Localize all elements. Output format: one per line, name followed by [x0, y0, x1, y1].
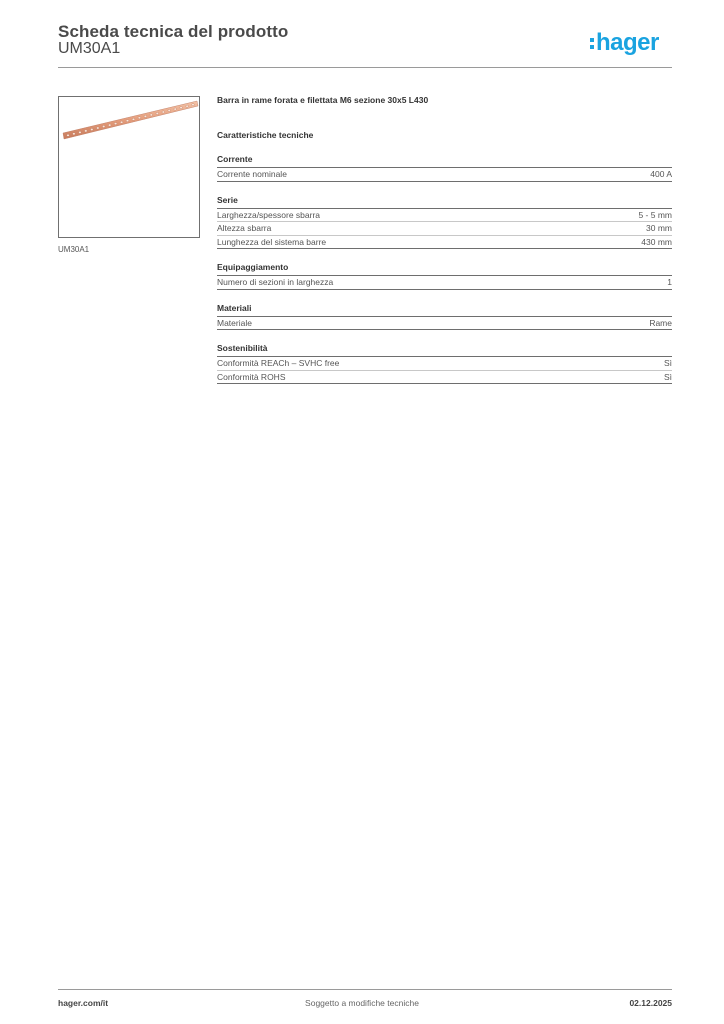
spec-row — [217, 222, 672, 236]
footer-website: hager.com/it — [58, 998, 109, 1008]
spec-sections — [217, 154, 672, 384]
section-title: Sostenibilità — [217, 343, 672, 357]
busbar-hole — [79, 131, 82, 133]
spec-row — [217, 209, 672, 223]
spec-label: Corrente nominale — [217, 169, 287, 179]
product-image-frame — [58, 96, 200, 238]
logo-text: hager — [596, 29, 659, 56]
busbar-hole — [85, 130, 88, 132]
busbar-hole — [150, 114, 153, 116]
busbar-hole — [138, 117, 141, 119]
spec-row — [217, 276, 672, 290]
page-title: Scheda tecnica del prodotto — [58, 22, 289, 41]
logo-dots-icon — [590, 38, 594, 49]
spec-section — [217, 154, 672, 182]
spec-row — [217, 371, 672, 385]
section-title: Equipaggiamento — [217, 262, 672, 276]
spec-section — [217, 303, 672, 331]
product-description: Barra in rame forata e filettata M6 sezione 30x5 L430 — [217, 95, 429, 105]
spec-value: 30 mm — [646, 223, 672, 233]
spec-section — [217, 195, 672, 250]
busbar-hole — [156, 112, 159, 114]
section-title: Serie — [217, 195, 672, 209]
spec-label: Conformità REACh – SVHC free — [217, 358, 340, 368]
spec-content — [217, 95, 672, 384]
spec-value: Sì — [663, 371, 672, 382]
spec-label: Numero di sezioni in larghezza — [217, 277, 334, 287]
spec-value: 400 A — [650, 169, 672, 179]
busbar-hole — [132, 118, 135, 120]
spec-heading: Caratteristiche tecniche — [217, 130, 314, 140]
spec-row — [217, 236, 672, 250]
product-code-heading: UM30A1 — [58, 40, 121, 57]
spec-label: Conformità ROHS — [217, 371, 286, 382]
busbar-hole — [144, 115, 147, 117]
spec-value: 1 — [667, 277, 672, 287]
busbar-hole — [192, 104, 195, 106]
busbar-hole — [67, 134, 70, 136]
busbar-hole — [91, 128, 94, 130]
busbar-hole — [186, 105, 189, 107]
copper-busbar-image — [59, 97, 200, 238]
hager-logo — [590, 30, 659, 56]
busbar-hole — [126, 120, 129, 122]
spec-row — [217, 168, 672, 182]
busbar-hole — [108, 124, 111, 126]
header-divider — [58, 67, 672, 68]
spec-section — [217, 343, 672, 384]
section-title: Materiali — [217, 303, 672, 317]
spec-label: Materiale — [217, 317, 252, 328]
busbar-hole — [120, 121, 123, 123]
section-title: Corrente — [217, 154, 672, 168]
spec-value: Rame — [649, 317, 672, 328]
spec-label: Lunghezza del sistema barre — [217, 236, 327, 247]
busbar-hole — [162, 111, 165, 113]
busbar-hole — [73, 133, 76, 135]
spec-section — [217, 262, 672, 290]
spec-value: 5 - 5 mm — [638, 209, 672, 220]
product-image-caption: UM30A1 — [58, 245, 90, 254]
spec-label: Larghezza/spessore sbarra — [217, 209, 321, 220]
busbar-hole — [97, 127, 100, 129]
busbar-hole — [180, 107, 183, 109]
spec-value: 430 mm — [641, 236, 672, 247]
footer-date: 02.12.2025 — [629, 998, 672, 1008]
busbar-hole — [174, 108, 177, 110]
spec-label: Altezza sbarra — [217, 223, 272, 233]
footer-note: Soggetto a modifiche tecniche — [305, 998, 419, 1008]
busbar-hole — [102, 125, 105, 127]
busbar-hole — [168, 109, 171, 111]
spec-row — [217, 317, 672, 331]
spec-value: Sì — [663, 358, 672, 368]
busbar-hole — [114, 123, 117, 125]
footer-divider — [58, 989, 672, 990]
spec-row — [217, 357, 672, 371]
